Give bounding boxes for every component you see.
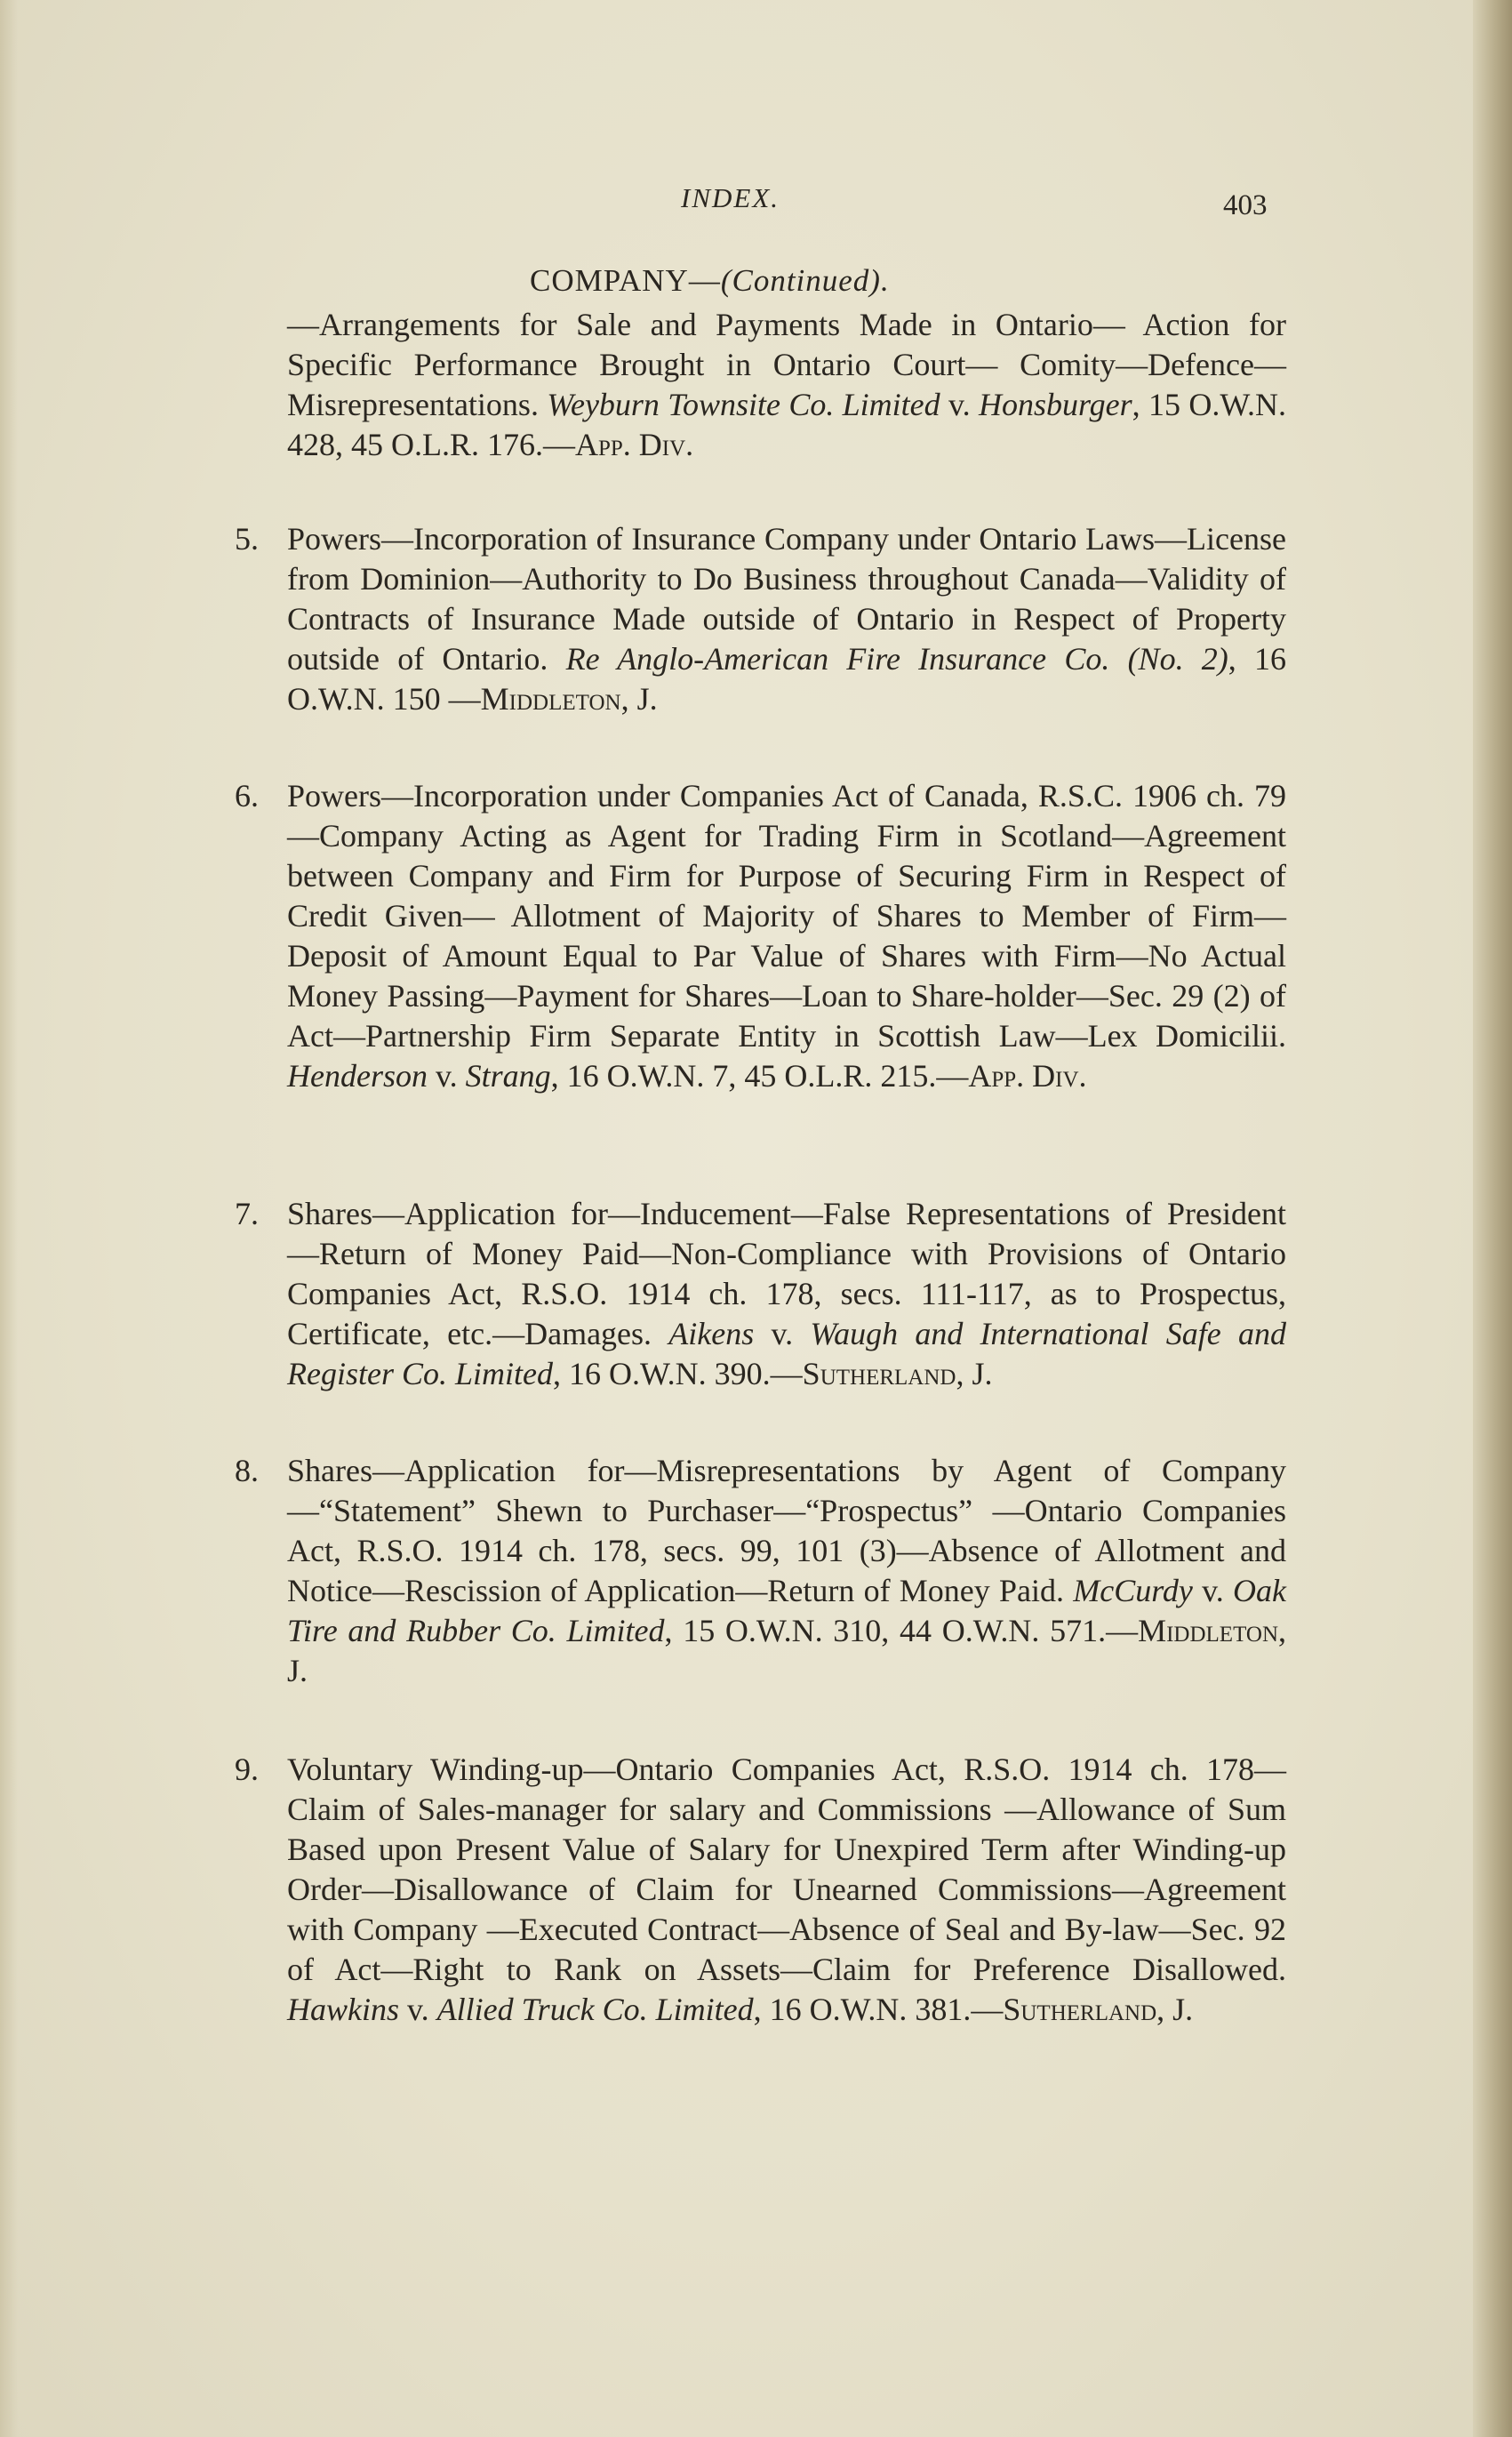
- court: Sutherland, J.: [802, 1356, 993, 1391]
- versus: v.: [754, 1316, 811, 1351]
- party-name: Allied Truck Co. Limited: [436, 1992, 754, 2027]
- court: App. Div.: [968, 1058, 1087, 1094]
- case-name: Weyburn Townsite Co. Limited: [547, 387, 940, 422]
- index-entry-5: [235, 519, 1286, 719]
- running-head: INDEX.: [681, 182, 780, 213]
- entry-text: —Arrangements for Sale and Payments Made in Ontario— Action for Specific Performance Brought in Ontario Court— Comity—Defence—Misrepresentations.: [287, 307, 1286, 422]
- versus: v.: [427, 1058, 466, 1094]
- entry-text: Shares—Application for—Inducement—False Representations of President—Return of Money Paid—Non-Compliance with Provisions of Ontario Companies Act, R.S.O. 1914 ch. 178, secs. 111-117, as to Prospectus, Certificate, etc.—Damages.: [287, 1196, 1286, 1351]
- court: Middleton, J.: [287, 1613, 1287, 1688]
- case-name: Henderson: [287, 1058, 428, 1094]
- section-title-main: COMPANY—: [530, 263, 721, 298]
- versus: v.: [1192, 1573, 1234, 1608]
- court: App. Div.: [575, 427, 694, 462]
- page-gutter-shadow: [1473, 0, 1512, 2437]
- versus: v.: [940, 387, 979, 422]
- citation: , 16 O.W.N. 150: [287, 641, 1286, 717]
- entry-number: 6.: [235, 778, 259, 814]
- index-entry-8: [235, 1451, 1287, 1691]
- entry-number: 9.: [235, 1752, 259, 1787]
- entry-number: 5.: [235, 521, 259, 557]
- entry-text: Powers—Incorporation of Insurance Company under Ontario Laws—License from Dominion—Authority to Do Business throughout Canada—Validity of Contracts of Insurance Made outside of Ontario in Respect of Property outside of Ontario.: [287, 521, 1286, 677]
- page-number: 403: [1223, 189, 1268, 221]
- citation: , 15 O.W.N. 310, 44 O.W.N. 571.—: [664, 1613, 1139, 1648]
- case-name: McCurdy: [1073, 1573, 1193, 1608]
- court: —Middleton, J.: [448, 681, 658, 717]
- entry-number: 8.: [235, 1453, 259, 1488]
- party-name: Waugh and International Safe and Register Co. Limited: [287, 1316, 1286, 1391]
- entry-text: Shares—Application for—Misrepresentations by Agent of Company—“Statement” Shewn to Purchaser—“Prospectus” —Ontario Companies Act, R.S.O. 1914 ch. 178, secs. 99, 101 (3)—Absence of Allotment and Notice—Rescission of Application—Return of Money Paid.: [287, 1453, 1286, 1608]
- citation: , 16 O.W.N. 381.—: [753, 1992, 1004, 2027]
- party-name: Oak Tire and Rubber Co. Limited: [287, 1573, 1287, 1648]
- section-title: [530, 263, 890, 299]
- citation: , 15 O.W.N. 428, 45 O.L.R. 176.—: [287, 387, 1287, 462]
- versus: v.: [399, 1992, 437, 2027]
- section-title-continued: (Continued).: [720, 263, 890, 298]
- case-name: Aikens: [668, 1316, 755, 1351]
- case-name: Re Anglo-American Fire Insurance Co. (No. 2): [565, 641, 1228, 677]
- case-name: Hawkins: [287, 1992, 399, 2027]
- page-left-edge: [0, 0, 18, 2437]
- index-entry-9: [235, 1750, 1286, 2030]
- citation: , 16 O.W.N. 390.—: [553, 1356, 803, 1391]
- entry-text: Powers—Incorporation under Companies Act of Canada, R.S.C. 1906 ch. 79—Company Acting as Agent for Trading Firm in Scotland—Agreement between Company and Firm for Purpose of Securing Firm in Respect of Credit Given— Allotment of Majority of Shares to Member of Firm—Deposit of Amount Equal to Par Value of Shares with Firm—No Actual Money Passing—Payment for Shares—Loan to Share-holder—Sec. 29 (2) of Act—Partnership Firm Separate Entity in Scottish Law—Lex Domicilii.: [287, 778, 1286, 1054]
- party-name: Strang: [465, 1058, 551, 1094]
- court: Sutherland, J.: [1003, 1992, 1194, 2027]
- index-entry-7: [235, 1194, 1286, 1394]
- entry-text: Voluntary Winding-up—Ontario Companies Act, R.S.O. 1914 ch. 178—Claim of Sales-manager for salary and Commissions —Allowance of Sum Based upon Present Value of Salary for Unexpired Term after Winding-up Order—Disallowance of Claim for Unearned Commissions—Agreement with Company —Executed Contract—Absence of Seal and By-law—Sec. 92 of Act—Right to Rank on Assets—Claim for Preference Disallowed.: [287, 1752, 1286, 1987]
- citation: , 16 O.W.N. 7, 45 O.L.R. 215.—: [550, 1058, 969, 1094]
- entry-number: 7.: [235, 1196, 259, 1231]
- index-entry-continued: [287, 305, 1286, 465]
- party-name: Honsburger: [979, 387, 1132, 422]
- index-entry-6: [235, 776, 1286, 1096]
